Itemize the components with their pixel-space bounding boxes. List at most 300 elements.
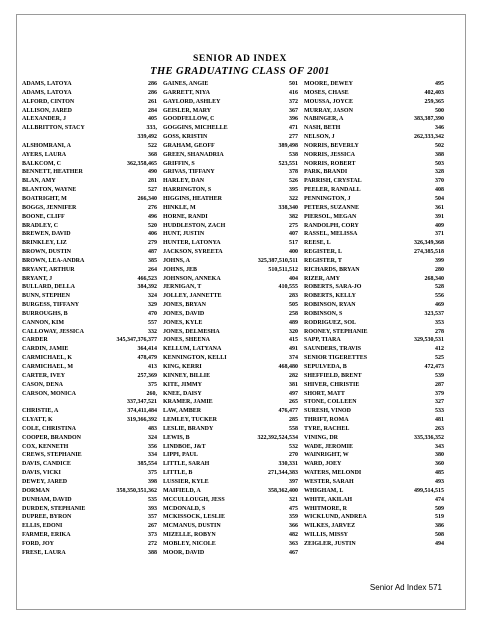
entry-name: LITTLE, B (163, 470, 193, 477)
index-entry (304, 434, 444, 443)
entry-pages: 381 (289, 381, 298, 388)
entry-name: JONES, DAVID (163, 310, 205, 317)
entry-pages: 361 (435, 204, 444, 211)
index-entry (22, 345, 157, 354)
entry-name: CREWS, STEPHANIE (22, 452, 82, 459)
index-entry (22, 354, 157, 363)
index-entry (163, 434, 298, 443)
entry-pages: 326,349,368 (414, 240, 444, 247)
entry-pages: 329 (148, 302, 157, 309)
entry-pages: 397 (289, 478, 298, 485)
index-entry (304, 407, 444, 416)
entry-name: HUNTER, LATONYA (163, 240, 221, 247)
entry-name: BOATRIGHT, M (22, 195, 67, 202)
index-entry (304, 275, 444, 284)
index-entry (163, 328, 298, 337)
index-entry (304, 381, 444, 390)
entry-pages: 475 (289, 505, 298, 512)
entry-name: ROBINSON, S (304, 310, 343, 317)
entry-pages: 393 (148, 505, 157, 512)
entry-pages: 491 (289, 346, 298, 353)
index-entry (22, 390, 157, 399)
entry-pages: 415 (289, 337, 298, 344)
index-entry (22, 310, 157, 319)
entry-pages: 279 (148, 240, 157, 247)
index-entry (304, 239, 444, 248)
page-subtitle: THE GRADUATING CLASS OF 2001 (150, 66, 330, 77)
entry-name: REESE, L (304, 240, 331, 247)
index-entry (22, 363, 157, 372)
index-entry (22, 115, 157, 124)
entry-name: GAYLORD, ASHLEY (163, 98, 221, 105)
index-entry (163, 425, 298, 434)
entry-name: ROBINSON, RYAN (304, 302, 356, 309)
entry-name: JONES, BRYAN (163, 302, 206, 309)
entry-pages: 472,473 (424, 364, 444, 370)
entry-pages: 374 (289, 355, 298, 362)
entry-name: NELSON, J (304, 134, 335, 141)
entry-pages: 266,340 (137, 195, 157, 202)
index-entry (304, 168, 444, 177)
index-entry (22, 301, 157, 310)
index-entry (163, 398, 298, 407)
entry-pages: 277 (289, 134, 298, 141)
index-entry (163, 124, 298, 133)
entry-name: WILKES, JARVEZ (304, 523, 356, 530)
index-entry (163, 354, 298, 363)
index-entry (22, 434, 157, 443)
entry-name: SHIVER, CHRISTIE (304, 381, 360, 388)
entry-pages: 409 (435, 222, 444, 229)
entry-pages: 274,385,518 (414, 249, 444, 256)
entry-name: KITE, JIMMY (163, 381, 202, 388)
entry-name: COOPER, BRANDON (22, 434, 82, 441)
index-entry (163, 549, 298, 558)
entry-name: CARSON, MONICA (22, 390, 76, 397)
entry-name: WHIGHAM, L (304, 487, 344, 494)
entry-pages: 557 (148, 319, 157, 326)
entry-pages: 364,414 (137, 346, 157, 353)
index-entry (22, 328, 157, 337)
index-entry (304, 451, 444, 460)
entry-pages: 372 (289, 98, 298, 105)
entry-pages: 357 (148, 514, 157, 521)
entry-name: ALLISON, JARED (22, 107, 73, 114)
entry-name: KINNEY, BILLIE (163, 372, 211, 379)
entry-pages: 485 (435, 470, 444, 477)
index-entry (163, 248, 298, 257)
index-entry (304, 89, 444, 98)
index-entry (22, 416, 157, 425)
entry-pages: 329,530,531 (414, 337, 444, 344)
entry-name: NORRIS, BEVERLY (304, 142, 359, 149)
index-entry (304, 531, 444, 540)
index-entry (163, 469, 298, 478)
index-entry (22, 496, 157, 505)
entry-pages: 470 (148, 310, 157, 317)
entry-pages: 358,362,400 (268, 487, 298, 494)
entry-name: HINKLE, M (163, 204, 196, 211)
entry-name: ZEIGLER, JUSTIN (304, 540, 356, 547)
entry-name: DURDEN, STEPHANIE (22, 505, 86, 512)
index-entry (22, 248, 157, 257)
entry-pages: 358,350,351,362 (116, 487, 157, 494)
entry-name: GAINES, ANGIE (163, 81, 209, 87)
entry-pages: 499,514,515 (414, 487, 444, 494)
entry-pages: 391 (435, 213, 444, 220)
entry-pages: 386 (435, 523, 444, 530)
entry-name: BRADLEY, C (22, 222, 59, 229)
entry-pages: 496 (148, 213, 157, 220)
entry-name: BRYANT, J (22, 275, 53, 282)
entry-pages: 385 (148, 257, 157, 264)
entry-pages: 319,366,392 (127, 417, 157, 424)
entry-name: WARD, JOEY (304, 461, 342, 468)
index-entry (22, 239, 157, 248)
index-entry (304, 540, 444, 549)
index-entry (304, 496, 444, 505)
index-entry (22, 186, 157, 195)
footer-label: Senior Ad Index (369, 583, 427, 592)
index-entry (163, 151, 298, 160)
entry-pages: 395 (289, 187, 298, 194)
entry-name: RODRIGUEZ, SOL (304, 319, 357, 326)
entry-pages: 373 (148, 532, 157, 539)
entry-pages: 378 (289, 169, 298, 176)
entry-pages: 375 (148, 381, 157, 388)
entry-name: CANNON, KIM (22, 319, 64, 326)
index-entry (163, 222, 298, 231)
index-entry (22, 513, 157, 522)
index-entry (163, 345, 298, 354)
entry-name: BENNETT, HEATHER (22, 169, 83, 176)
index-entry (22, 151, 157, 160)
entry-name: COLE, CHRISTINA (22, 425, 77, 432)
entry-pages: 265 (289, 399, 298, 406)
entry-name: GARRETT, NIYA (163, 89, 211, 96)
entry-name: WESTER, SARAH (304, 478, 354, 485)
entry-name: MIZELLE, ROBYN (163, 532, 216, 539)
entry-pages: 490 (148, 169, 157, 176)
entry-name: LESLIE, BRANDY (163, 425, 214, 432)
entry-pages: 346 (435, 125, 444, 132)
entry-pages: 384,392 (137, 284, 157, 291)
entry-pages: 466,523 (137, 275, 157, 282)
index-entry (22, 540, 157, 549)
index-entry (304, 257, 444, 266)
entry-name: ROBERTS, KELLY (304, 293, 356, 300)
entry-name: PETERS, SUZANNE (304, 204, 360, 211)
entry-pages: 407 (289, 231, 298, 238)
index-entry (163, 204, 298, 213)
index-entry (304, 266, 444, 275)
entry-pages: 508 (435, 532, 444, 539)
entry-pages: 382 (289, 213, 298, 220)
entry-pages: 337,347,521 (127, 399, 157, 406)
entry-pages: 321 (289, 496, 298, 503)
entry-pages: 356 (148, 443, 157, 450)
entry-name: KELLUM, LATYANA (163, 346, 222, 353)
index-entry (22, 398, 157, 407)
entry-pages: 525 (435, 355, 444, 362)
index-entry (163, 266, 298, 275)
index-entry (304, 115, 444, 124)
entry-name: JOHNSON, ANNEKA (163, 275, 221, 282)
entry-name: DEWEY, JARED (22, 478, 68, 485)
entry-pages: 330,331 (278, 461, 298, 468)
entry-pages: 363 (289, 540, 298, 547)
index-entry (163, 531, 298, 540)
entry-name: SHEFFIELD, BRENT (304, 372, 362, 379)
entry-name: FORD, JOY (22, 540, 54, 547)
entry-name: JOLLEY, JANNETTE (163, 293, 222, 300)
entry-name: JOHNS, A (163, 257, 191, 264)
entry-name: KENNINGTON, KELLI (163, 355, 227, 362)
entry-name: REGISTER, T (304, 257, 342, 264)
entry-name: ALEXANDER, J (22, 116, 67, 123)
entry-name: LAW, AMBER (163, 408, 202, 415)
entry-pages: 324 (148, 434, 157, 441)
entry-name: MCKISSOCK, LESLIE (163, 514, 226, 521)
entry-pages: 281 (148, 178, 157, 185)
index-entry (22, 80, 157, 89)
entry-pages: 509 (435, 505, 444, 512)
index-entry (22, 549, 157, 558)
index-entry (22, 487, 157, 496)
entry-pages: 517 (289, 240, 298, 247)
index-entry (304, 151, 444, 160)
entry-name: FARMER, ERIKA (22, 532, 71, 539)
index-entry (22, 381, 157, 390)
entry-name: WHITMORE, R (304, 505, 348, 512)
index-entry (22, 89, 157, 98)
entry-pages: 500 (435, 107, 444, 114)
index-entry (304, 398, 444, 407)
index-entry (22, 266, 157, 275)
index-entry (304, 310, 444, 319)
entry-pages: 522 (148, 142, 157, 149)
entry-pages: 399 (435, 257, 444, 264)
entry-name: NORRIS, JESSICA (304, 151, 356, 158)
entry-name: RANDOLPH, CORY (304, 222, 359, 229)
entry-name: ADAMS, LATOYA (22, 89, 72, 96)
entry-pages: 416 (289, 89, 298, 96)
entry-name: ROONEY, STEPHANIE (304, 328, 368, 335)
index-entry (22, 275, 157, 284)
index-entry (304, 213, 444, 222)
index-entry (22, 283, 157, 292)
index-entry (22, 107, 157, 116)
entry-name: GRAHAM, GEOFF (163, 142, 215, 149)
entry-name: CARTER, IVEY (22, 372, 66, 379)
entry-name: LEWIS, B (163, 434, 190, 441)
index-entry (22, 213, 157, 222)
entry-name: MOORE, DEWEY (304, 81, 354, 87)
index-entry (304, 416, 444, 425)
page-footer (370, 583, 442, 592)
entry-pages: 367 (289, 107, 298, 114)
entry-name: RIZER, AMY (304, 275, 341, 282)
entry-pages: 325,387,510,511 (257, 257, 298, 264)
entry-name: BRINKLEY, LIZ (22, 240, 67, 247)
index-entry (163, 451, 298, 460)
entry-name: BURROUGHS, B (22, 310, 68, 317)
index-entry (304, 513, 444, 522)
entry-pages: 353 (435, 319, 444, 326)
index-entry (163, 257, 298, 266)
index-entry (304, 142, 444, 151)
index-entry (163, 390, 298, 399)
entry-pages: 359 (289, 514, 298, 521)
entry-name: COX, KENNETH (22, 443, 69, 450)
entry-pages: 528 (435, 284, 444, 291)
entry-pages: 527 (148, 187, 157, 194)
entry-pages: 487 (148, 249, 157, 256)
entry-name: JONES, DELMESHA (163, 328, 220, 335)
entry-pages: 467 (289, 549, 298, 556)
entry-pages: 343 (435, 443, 444, 450)
entry-name: MOBLEY, NICOLE (163, 540, 216, 547)
entry-name: WADE, JEROMIE (304, 443, 354, 450)
entry-name: GREEN, SHANADRIA (163, 151, 224, 158)
index-entry (304, 80, 444, 89)
index-entry (163, 443, 298, 452)
index-entry (304, 363, 444, 372)
entry-name: BUNN, STEPHEN (22, 293, 71, 300)
page-title: SENIOR AD INDEX (193, 54, 287, 64)
index-entry (304, 319, 444, 328)
index-entry (163, 186, 298, 195)
entry-pages: 374,411,484 (127, 408, 157, 415)
entry-name: MOSES, CHASE (304, 89, 349, 96)
entry-pages: 320 (289, 328, 298, 335)
index-entry (304, 460, 444, 469)
entry-name: AYERS, LAURA (22, 151, 67, 158)
entry-name: SURESH, VINOD (304, 408, 351, 415)
entry-name: SAPP, TIARA (304, 337, 341, 344)
entry-pages: 404 (289, 275, 298, 282)
entry-pages: 323,537 (424, 310, 444, 317)
entry-pages: 532 (289, 443, 298, 450)
index-entry (304, 292, 444, 301)
entry-name: GRIFFIN, S (163, 160, 195, 167)
entry-pages: 502 (435, 142, 444, 149)
index-entry (22, 425, 157, 434)
entry-pages: 338,340 (278, 204, 298, 211)
entry-pages: 494 (435, 540, 444, 547)
index-entry (304, 283, 444, 292)
entry-pages: 322 (289, 195, 298, 202)
entry-pages: 286 (148, 81, 157, 87)
entry-pages: 413 (148, 364, 157, 370)
index-entry (163, 115, 298, 124)
index-entry (304, 443, 444, 452)
index-entry (163, 513, 298, 522)
entry-pages: 474 (435, 496, 444, 503)
index-entry (22, 372, 157, 381)
entry-pages: 388 (148, 549, 157, 556)
entry-pages: 497 (289, 390, 298, 397)
entry-name: GEISLER, MARY (163, 107, 212, 114)
index-entry (304, 425, 444, 434)
entry-pages: 489 (289, 319, 298, 326)
index-entry (304, 222, 444, 231)
entry-name: CLYATT, K (22, 417, 53, 424)
index-entry (163, 381, 298, 390)
entry-pages: 272 (148, 540, 157, 547)
entry-name: KNEE, DAISY (163, 390, 202, 397)
entry-pages: 469 (435, 302, 444, 309)
entry-name: ELLIS, EDONI (22, 523, 63, 530)
entry-pages: 270 (289, 452, 298, 459)
index-entry (304, 372, 444, 381)
entry-name: PEELER, RANDALL (304, 187, 361, 194)
entry-pages: 408 (435, 187, 444, 194)
entry-name: BOONE, CLIFF (22, 213, 65, 220)
entry-pages: 505 (289, 302, 298, 309)
entry-name: BLANTON, WAYNE (22, 187, 77, 194)
index-entry (163, 239, 298, 248)
index-entry (304, 230, 444, 239)
entry-name: MCDONALD, S (163, 505, 206, 512)
entry-pages: 322,392,524,534 (257, 434, 298, 441)
entry-name: GOODFELLOW, C (163, 116, 215, 123)
index-entry (304, 177, 444, 186)
entry-pages: 267 (148, 523, 157, 530)
index-entry (22, 292, 157, 301)
entry-name: LITTLE, SARAH (163, 461, 210, 468)
entry-pages: 483 (148, 425, 157, 432)
index-entry (163, 496, 298, 505)
index-entry (22, 142, 157, 151)
entry-pages: 526 (289, 178, 298, 185)
entry-pages: 276 (148, 204, 157, 211)
index-entry (304, 354, 444, 363)
entry-name: KRAMER, JAMIE (163, 399, 213, 406)
entry-name: LUSSIER, KYLE (163, 478, 209, 485)
entry-name: BRYANT, ARTHUR (22, 266, 75, 273)
entry-pages: 370 (435, 178, 444, 185)
index-entry (163, 363, 298, 372)
entry-pages: 278 (435, 328, 444, 335)
entry-name: JACKSON, SYREETA (163, 249, 223, 256)
entry-pages: 284 (148, 107, 157, 114)
entry-name: MURRAY, JASON (304, 107, 353, 114)
index-entry (304, 98, 444, 107)
index-entry (304, 328, 444, 337)
index-entry (163, 160, 298, 169)
entry-pages: 412 (435, 346, 444, 353)
index-entry (163, 416, 298, 425)
entry-pages: 282 (289, 372, 298, 379)
entry-pages: 287 (435, 381, 444, 388)
entry-name: WILLIS, MISSY (304, 532, 349, 539)
index-entry (163, 505, 298, 514)
entry-pages: 280 (435, 266, 444, 273)
entry-name: NASH, BETH (304, 125, 341, 132)
entry-pages: 383,387,390 (414, 116, 444, 123)
entry-name: RASSEL, MELISSA (304, 231, 358, 238)
entry-pages: 379 (435, 390, 444, 397)
index-entry (163, 275, 298, 284)
index-entry (22, 469, 157, 478)
entry-pages: 533 (435, 408, 444, 415)
index-entry (163, 177, 298, 186)
index-entry (22, 133, 157, 142)
entry-name: THRIFT, ROMA (304, 417, 349, 424)
entry-pages: 380 (435, 452, 444, 459)
entry-name: CHRISTIE, A (22, 408, 59, 415)
